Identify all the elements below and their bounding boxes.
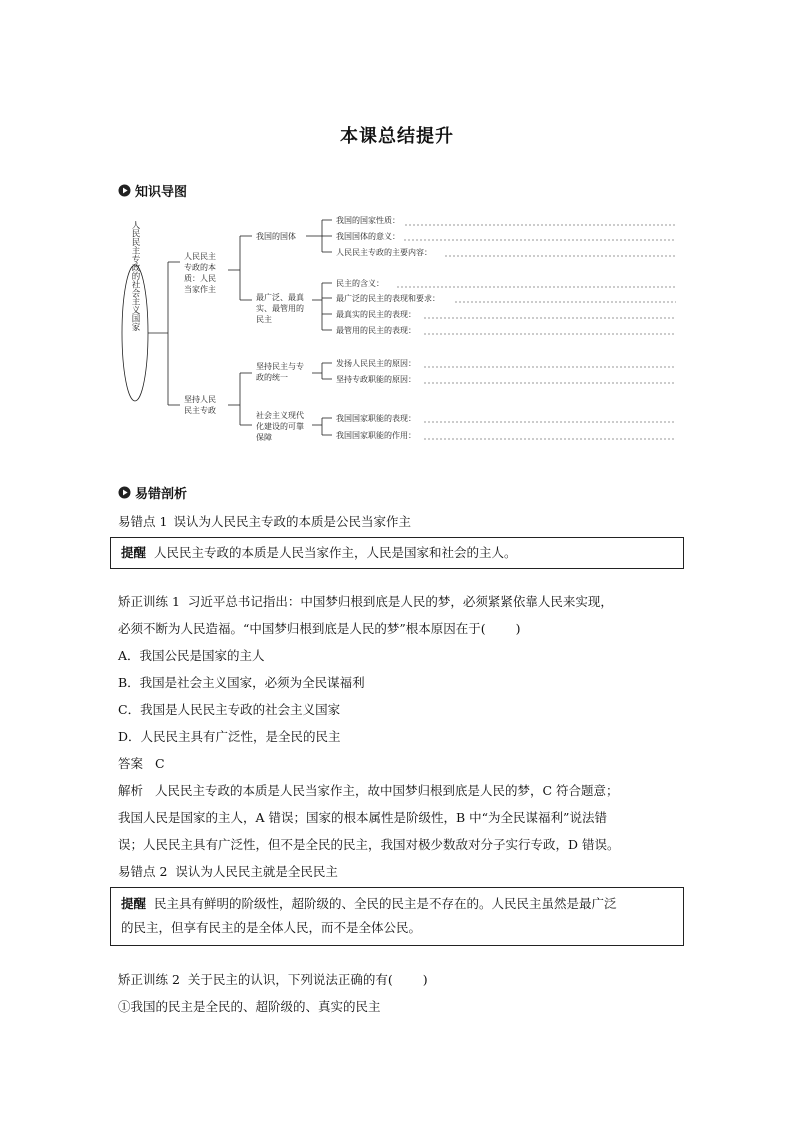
exercise-2 — [118, 966, 688, 1020]
mindmap-branch1-line3: 质：人民 — [184, 274, 216, 283]
mindmap-b1-sub1-item: 人民民主专政的主要内容： — [336, 248, 432, 257]
mindmap-b2-sub2-item: 我国国家职能的作用： — [336, 431, 416, 440]
mindmap-b2-sub1-item: 坚持专政职能的原因： — [336, 375, 416, 384]
mindmap-root-label: 人民民主专政的社会主义国家 — [130, 220, 140, 332]
error-point-1 — [118, 512, 411, 530]
mindmap-b2-sub1-line2: 政的统一 — [256, 373, 288, 382]
mindmap-b2-sub1-line1: 坚持民主与专 — [256, 362, 304, 371]
mindmap-branch1-line1: 人民民主 — [184, 252, 216, 261]
mindmap-branch1-line4: 当家作主 — [184, 285, 216, 294]
analysis-line1: 解析 人民民主专政的本质是人民当家作主，故中国梦归根到底是人民的梦，C 符合题意； — [118, 783, 619, 798]
mindmap-b2-sub2-line1: 社会主义现代 — [256, 411, 304, 420]
tip-box-2: 提醒 民主具有鲜明的阶级性，超阶级的、全民的民主是不存在的。人民民主虽然是最广泛 的民主，但享有民主的是全体人民，而不是全体公民。 — [110, 887, 684, 946]
answer-line: 答案 C — [118, 756, 165, 771]
option-c: C．我国是人民民主专政的社会主义国家 — [118, 702, 341, 717]
tip-label: 提醒 — [121, 545, 147, 560]
mindmap-b1-sub2-item: 民主的含义： — [336, 279, 384, 288]
mindmap-b1-sub2-line2: 实、最管用的 — [256, 304, 304, 313]
answer-value: C — [154, 756, 165, 771]
error-point-2: 易错点 2 误认为人民民主就是全民民主 — [118, 864, 338, 879]
mindmap-b2-sub2-line3: 保障 — [256, 433, 272, 442]
mindmap-b1-sub1-item: 我国国体的意义： — [336, 232, 400, 241]
mindmap-b1-sub2-item: 最广泛的民主的表现和要求： — [336, 294, 440, 303]
section-title: 易错剖析 — [135, 487, 188, 502]
exercise-label: 矫正训练 1 — [118, 594, 180, 609]
section-heading-errors — [118, 483, 187, 502]
section-title: 知识导图 — [135, 185, 188, 200]
option-b: B．我国是社会主义国家，必须为全民谋福利 — [118, 675, 365, 690]
mindmap-b2-sub2-line2: 化建设的可靠 — [256, 422, 304, 431]
exercise-1 — [118, 588, 688, 885]
exercise-stem-line1: 矫正训练 1 习近平总书记指出：中国梦归根到底是人民的梦，必须紧紧依靠人民来实现， — [118, 594, 613, 609]
mind-map — [0, 0, 794, 460]
page-title: 本课总结提升 — [340, 126, 454, 147]
analysis-line2: 我国人民是国家的主人，A 错误；国家的根本属性是阶级性，B 中“为全民谋福利”说法错 — [118, 810, 607, 825]
option-d: D．人民民主具有广泛性，是全民的民主 — [118, 729, 341, 744]
mindmap-branch2-line1: 坚持人民 — [184, 395, 216, 404]
exercise-stem-line2: 必须不断为人民造福。“中国梦归根到底是人民的梦”根本原因在于( ) — [118, 621, 521, 636]
option-a: A．我国公民是国家的主人 — [118, 648, 265, 663]
mindmap-branch2-line2: 民主专政 — [184, 406, 216, 415]
mindmap-b1-sub2-line1: 最广泛、最真 — [256, 293, 304, 302]
exercise-stem: 矫正训练 2 关于民主的认识，下列说法正确的有( ) — [118, 972, 428, 987]
error-label: 易错点 1 — [118, 514, 168, 529]
play-circle-icon — [118, 486, 131, 499]
analysis-line3: 误；人民民主具有广泛性，但不是全民的民主，我国对极少数敌对分子实行专政，D 错误。 — [118, 837, 620, 852]
mindmap-b2-sub2-item: 我国国家职能的表现： — [336, 414, 416, 423]
mindmap-b1-sub2-item: 最管用的民主的表现： — [336, 326, 416, 335]
mindmap-b1-sub1-label: 我国的国体 — [256, 232, 296, 241]
error-text: 误认为人民民主专政的本质是公民当家作主 — [173, 514, 411, 529]
mindmap-branch1-line2: 专政的本 — [184, 263, 216, 272]
mindmap-b1-sub2-line3: 民主 — [256, 315, 272, 324]
tip-label: 提醒 — [121, 896, 147, 911]
mindmap-b1-sub1-item: 我国的国家性质： — [336, 216, 400, 225]
mindmap-b2-sub1-item: 发扬人民民主的原因： — [336, 359, 416, 368]
mindmap-b1-sub2-item: 最真实的民主的表现： — [336, 310, 416, 319]
statement-item-1: ①我国的民主是全民的、超阶级的、真实的民主 — [118, 999, 381, 1014]
tip-box-1 — [110, 537, 684, 569]
tip-text: 人民民主专政的本质是人民当家作主，人民是国家和社会的主人。 — [153, 545, 517, 560]
